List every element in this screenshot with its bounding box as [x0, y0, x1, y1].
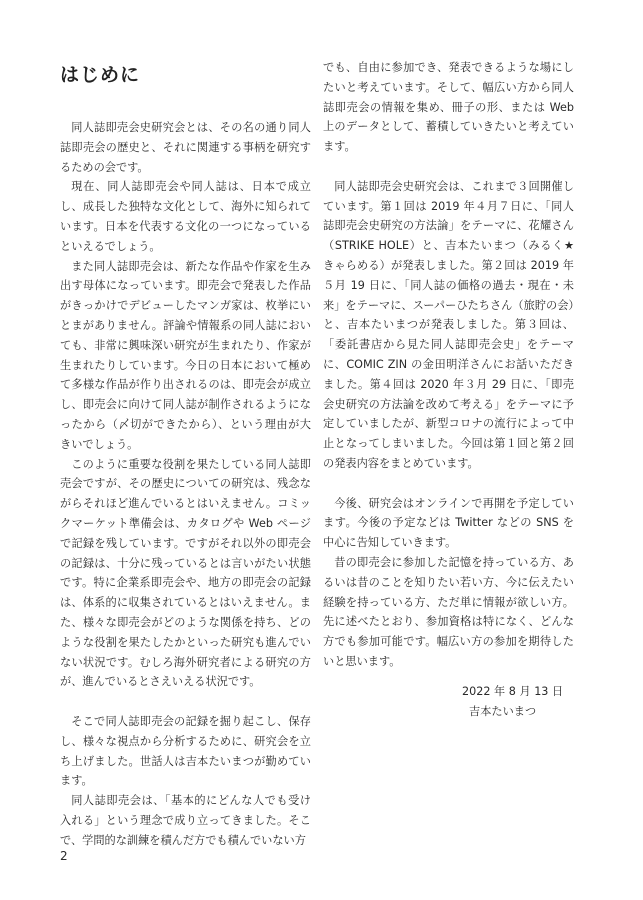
paragraph: 同人誌即売会は、「基本的にどんな人でも受け入れる」という理念で成り立ってきました。そこで、学問的な訓練を積んだ方でも積んでいない方	[60, 794, 311, 847]
paragraph-continued: でも、自由に参加でき、発表できるような場にしたいと考えています。そして、幅広い方から同人誌即売会の情報を集め、冊子の形、または Web 上のデータとして、蓄積していきたいと考えています。	[323, 61, 574, 154]
paragraph: 現在、同人誌即売会や同人誌は、日本で成立し、成長した独特な文化として、海外に知られています。日本を代表する文化の一つになっているといえるでしょう。	[60, 180, 311, 253]
paragraph: 同人誌即売会史研究会とは、その名の通り同人誌即売会の歴史と、それに関連する事柄を研究するための会です。	[60, 121, 311, 174]
left-column	[60, 118, 311, 850]
paragraph: 同人誌即売会史研究会は、これまで３回開催しています。第１回は 2019 年４月７日に、「同人誌即売会史研究の方法論」をテーマに、花耀さん（STRIKE HOLE）と、吉本たいまつ（みるく★きゃらめる）が発表しました。第２回は 2019 年５月 19 日に、「同人誌の価格の過去・現在・未来」をテーマに、スーパーひたちさん（旅貯の会）と、吉本たいまつが発表しました。第３回は、「委託書店から見た同人誌即売会史」をテーマに、COMIC ZIN の金田明洋さんにお話いただきました。第４回は 2020 年３月 29 日に、「即売会史研究の方法論を改めて考える」をテーマに予定していましたが、新型コロナの流行によって中止となってしまいました。今回は第１回と第２回の発表内容をまとめています。	[323, 179, 574, 470]
right-column	[323, 58, 574, 672]
signature-name: 吉本たいまつ	[469, 705, 537, 718]
paragraph: このように重要な役割を果たしている同人誌即売会ですが、その歴史についての研究は、残念ながらそれほど進んでいるとはいえません。コミックマーケット準備会は、カタログや Web ページで記録を残しています。ですがそれ以外の即売会の記録は、十分に残っているとは言いがたい状態です。特に企業系即売会や、地方の即売会の記録は、体系的に収集されているとはいえません。また、様々な即売会がどのような関係を持ち、どのような役割を果たしたかといった研究も進んでいない状況です。むしろ海外研究者による研究の方が、進んでいるとさえいえる状況です。	[60, 457, 311, 689]
paragraph: 今後、研究会はオンラインで再開を予定しています。今後の予定などは Twitter などの SNS を中心に告知していきます。	[323, 496, 574, 550]
signature-date: 2022 年 8 月 13 日	[462, 685, 564, 698]
paragraph: また同人誌即売会は、新たな作品や作家を生み出す母体になっています。即売会で発表した作品がきっかけでデビューしたマンガ家は、枚挙にいとまがありません。評論や情報系の同人誌においても、非常に興味深い研究が生まれたり、作家が生まれたりしています。今日の日本において極めて多様な作品が作り出されるのは、即売会が成立し、即売会に向けて同人誌が制作されるようになったから（〆切ができたから）、という理由が大きいでしょう。	[60, 259, 311, 451]
page-title: はじめに	[60, 64, 141, 86]
paragraph: そこで同人誌即売会の記録を掘り起こし、保存し、様々な視点から分析するために、研究会を立ち上げました。世話人は吉本たいまつが勤めています。	[60, 714, 311, 788]
paragraph: 昔の即売会に参加した記憶を持っている方、あるいは昔のことを知りたい若い方、今に伝えたい経験を持っている方、ただ単に情報が欲しい方。先に述べたとおり、参加資格は特になく、どんな方でも参加可能です。幅広い方の参加を期待したいと思います。	[323, 555, 574, 668]
page-number: 2	[60, 849, 68, 863]
